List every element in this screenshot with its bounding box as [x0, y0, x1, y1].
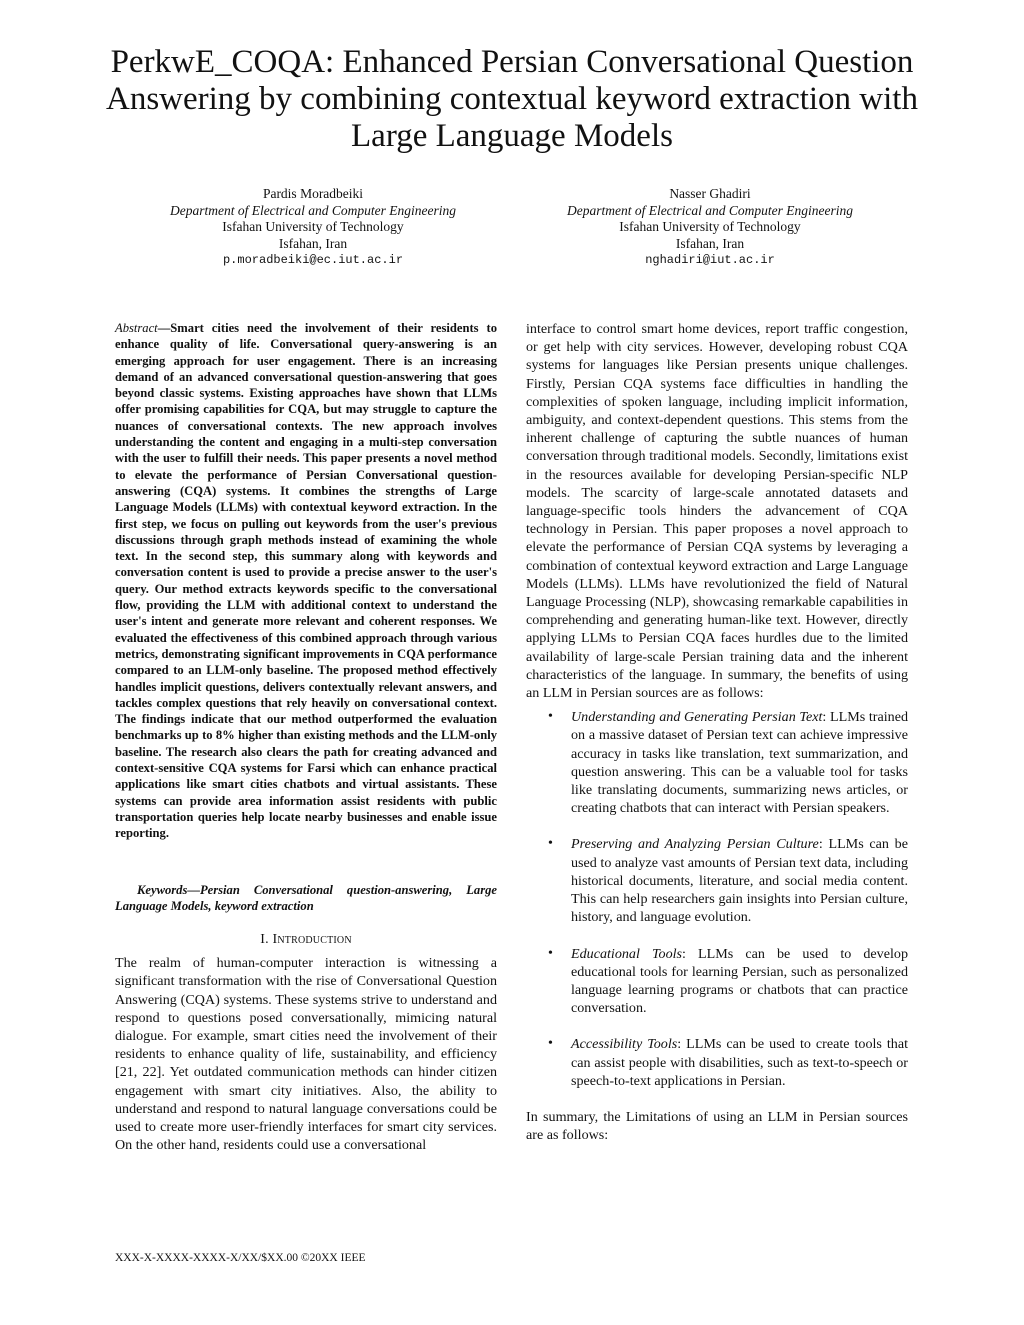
author-block-2 [510, 186, 910, 269]
intro-paragraph-continued: interface to control smart home devices, report traffic congestion, or get help with city services. However, developing robust CQA systems for languages like Persian presents unique challenges. Firstly, Persian CQA systems face difficulties in handling the complexities of spoken language, including implicit information, ambiguity, and context-dependent questions. This stems from the inherent challenge of capturing the subtle nuances of human conversation through traditional models. Secondly, limitations exist in the resources available for developing Persian-specific NLP models. The scarcity of large-scale annotated datasets and language-specific tools hinders the advancement of CQA technology in Persian. This paper proposes a novel approach to elevate the performance of Persian CQA systems by leveraging a combination of contextual keyword extraction and Large Language Models (LLMs). LLMs have revolutionized the field of Natural Language Processing (NLP), showcasing remarkable capabilities in comprehending and generating human-like text. However, directly applying LLMs to Persian CQA faces hurdles due to the limited availability of large-scale Persian training data and the inherent characteristics of the language. In summary, the benefits of using an LLM in Persian sources are as follows: [526, 321, 908, 702]
list-item-text: : LLMs can be used to create tools that can assist people with disabilities, such as text-to-speech or speech-to-text applications in Persian. [571, 1036, 909, 1089]
limitations-intro: In summary, the Limitations of using an LLM in Persian sources are as follows: [526, 1108, 908, 1144]
author-email: p.moradbeiki@ec.iut.ac.ir [222, 253, 404, 267]
bullet-icon: • [548, 1036, 553, 1052]
author-department: Department of Electrical and Computer Engineering [566, 202, 854, 218]
list-item-term: Understanding and Generating Persian Text [571, 709, 823, 726]
paper-title: PerkwE_COQA: Enhanced Persian Conversational Question Answering by combining contextual keyword extraction with Large Language Models [106, 44, 918, 154]
list-item [526, 945, 908, 1018]
author-name: Nasser Ghadiri [669, 186, 751, 201]
list-item-text: : LLMs can be used to develop educational tools for learning Persian, such as personalized language learning programs or chatbots that can practice conversation. [571, 945, 908, 1017]
copyright-footer: XXX-X-XXXX-XXXX-X/XX/$XX.00 ©20XX IEEE [115, 1252, 366, 1264]
list-item-term: Preserving and Analyzing Persian Culture [571, 836, 819, 853]
list-item [526, 708, 908, 817]
list-item-term: Accessibility Tools [571, 1036, 678, 1053]
author-university: Isfahan University of Technology [619, 219, 801, 234]
list-item-text: : LLMs can be used to analyze vast amounts of Persian text data, including historical documents, literature, and social media content. This can help researchers gain insights into Persian culture, history, and language evolution. [571, 836, 908, 926]
bullet-icon: • [548, 709, 553, 725]
author-block-1 [113, 186, 513, 269]
list-item-text: : LLMs trained on a massive dataset of Persian text can achieve impressive accuracy in tasks like translation, text summarization, and question answering. This can be a valuable tool for tasks like translating documents, summarizing news articles, or creating chatbots that can interact with Persian speakers. [571, 709, 909, 817]
author-department: Department of Electrical and Computer Engineering [169, 202, 457, 218]
bullet-icon: • [548, 945, 553, 961]
author-university: Isfahan University of Technology [222, 219, 404, 234]
list-item-term: Educational Tools [571, 945, 683, 962]
author-email: nghadiri@iut.ac.ir [645, 253, 775, 267]
author-location: Isfahan, Iran [675, 235, 745, 251]
author-location: Isfahan, Iran [278, 235, 348, 251]
bullet-icon: • [548, 836, 553, 852]
abstract-label: Abstract [115, 321, 158, 335]
abstract-text: —Smart cities need the involvement of their residents to enhance quality of life. Conversational query-answering is an emerging approach for user engagement. There is an increasing demand of an advanced conversational question-answering that goes beyond classic systems. Existing approaches have shown that LLMs offer promising capabilities for CQA, but may struggle to capture the nuances of conversational contexts. The new approach involves understanding the content and engaging in a multi-step conversation with the user to fulfill their needs. This paper presents a novel method to elevate the performance of Persian Conversational question-answering (CQA) systems. It combines the strengths of Large Language Models (LLMs) with contextual keyword extraction. In the first step, we focus on pulling out keywords from the user's previous discussions through graph methods instead of examining the whole text. In the second step, this summary along with keywords and conversation content is used to provide a precise answer to the user's query. Our method extracts keywords specific to the conversational flow, providing the LLM with additional context to understand the user's intent and generate more relevant and coherent responses. We evaluated the effectiveness of this combined approach through various metrics, demonstrating significant improvements in CQA performance compared to an LLM-only baseline. The proposed method effectively handles implicit questions, delivers contextually relevant answers, and tackles complex questions that rely heavily on conversational context. The findings indicate that our method outperformed the evaluation benchmarks up to 8% higher than existing methods and the LLM-only baseline. The research also clears the path for creating advanced and context-sensitive CQA systems for Farsi which can enhance practical applications like smart cities chatbots and virtual assistants. These systems can provide area information assist residents with public transportation queries help locate nearby businesses and enable issue reporting. [115, 321, 497, 841]
right-column [526, 320, 908, 1144]
author-name: Pardis Moradbeiki [262, 186, 364, 201]
left-column [115, 320, 497, 1154]
abstract [115, 320, 497, 842]
list-item [526, 835, 908, 926]
keywords: Keywords—Persian Conversational question-answering, Large Language Models, keyword extraction [115, 882, 497, 913]
benefits-list [526, 708, 908, 1090]
intro-paragraph: The realm of human-computer interaction is witnessing a significant transformation with the rise of Conversational Question Answering (CQA) systems. These systems strive to understand and respond to questions posed conversationally, mimicing natural dialogue. For example, smart cities need the involvement of their residents to enhance quality of life, sustainability, and efficiency [21, 22]. Yet outdated communication methods can hinder citizen engagement with smart city initiatives. Also, the ability to understand and respond to natural language conversations could be used to create more user-friendly interfaces for smart city services. On the other hand, residents could use a conversational [115, 955, 497, 1154]
section-heading-introduction: I. Introduction [260, 932, 352, 948]
list-item [526, 1035, 908, 1090]
